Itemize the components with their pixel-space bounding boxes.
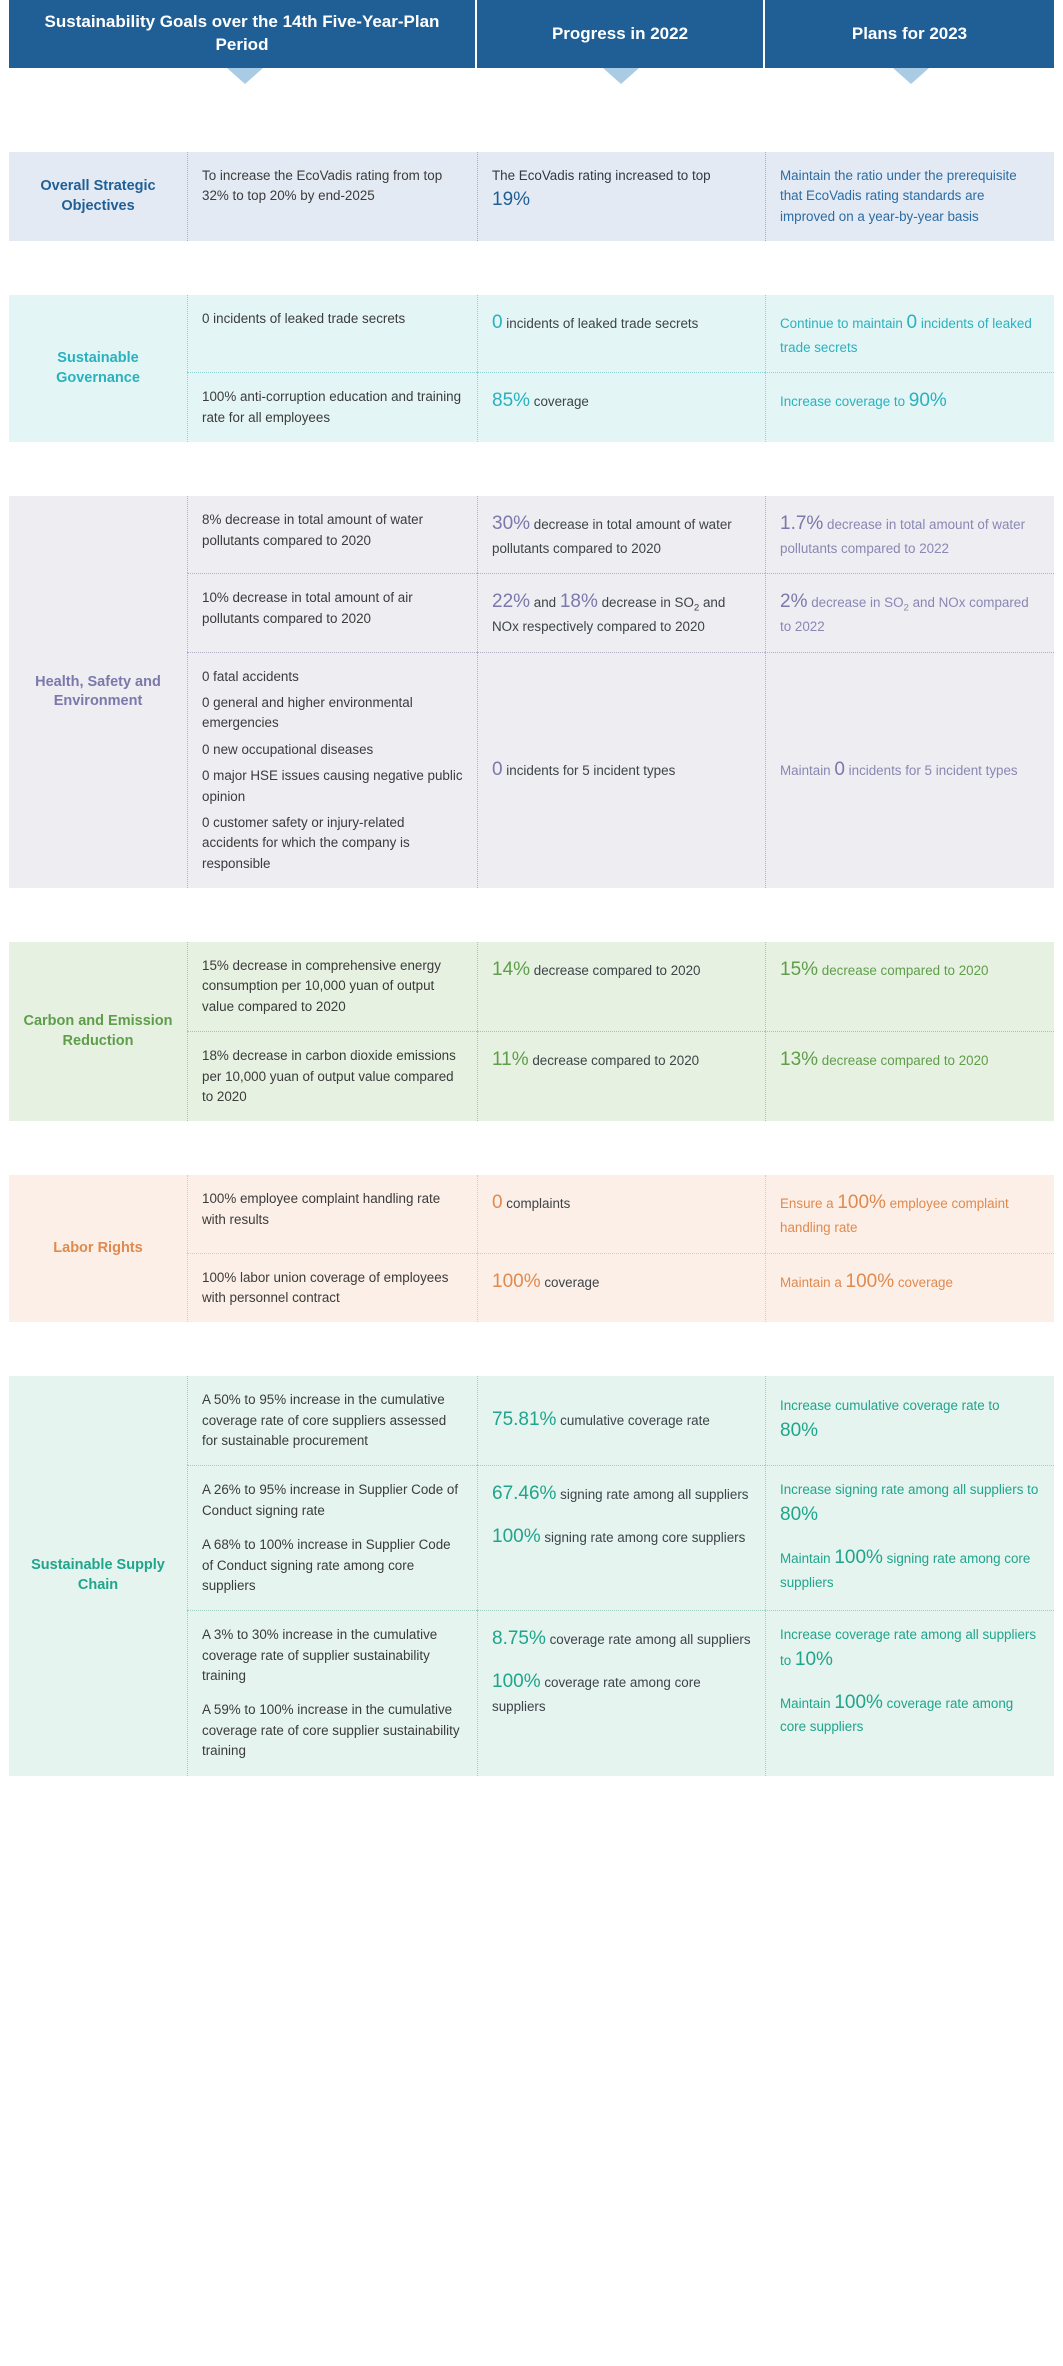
plan-text: decrease in $SO_2$ and NOx compared to 2022 [780,595,1029,635]
progress-text: signing rate among all suppliers [556,1487,749,1503]
plan-value: 100% [837,1192,886,1214]
section-labor-rights [9,1175,1054,1322]
progress-value: 14% [492,959,531,980]
plan-cell [765,372,1054,442]
plan-cell [765,652,1054,888]
plan-cell: Maintain the ratio under the prerequisite that EcoVadis rating standards are improved on a year-by-year basis [765,152,1054,241]
plan-text-post: coverage [894,1274,953,1290]
progress-value: 19% [492,189,531,211]
goal-cell [187,1610,477,1775]
progress-cell [477,942,765,1031]
plan-cell [765,1465,1054,1610]
progress-value: 8.75% [492,1628,546,1650]
plan-text-pre: Maintain [780,762,835,778]
progress-value: 0 [492,312,503,334]
progress-text: decrease compared to 2020 [528,1053,700,1069]
plan-cell [765,1253,1054,1323]
progress-cell [477,372,765,442]
progress-cell [477,1031,765,1121]
plan-text-pre: Increase coverage to [780,394,909,410]
chevron-down-icon [893,68,929,84]
section-overall-strategic-objectives [9,152,1054,241]
plan-value: 0 [906,312,918,334]
category-label: Sustainable Governance [56,350,140,386]
goal-line-secondary: A 59% to 100% increase in the cumulative coverage rate of core supplier sustainability training [202,1702,460,1759]
section-health-safety-environment [9,496,1054,888]
plan-value: 2% [780,591,808,613]
goal-cell [187,652,477,888]
progress-text: complaints [502,1196,571,1212]
plan-value: 13% [780,1049,819,1071]
plan-value: 1.7% [780,513,824,535]
section-gap [0,1322,1063,1376]
plan-cell [765,295,1054,372]
category-label: Labor Rights [53,1239,143,1256]
section-gap [0,98,1063,152]
plan-cell [765,1031,1054,1121]
section-gap [0,442,1063,496]
goal-line-secondary: A 68% to 100% increase in Supplier Code of Conduct signing rate among core suppliers [202,1537,451,1593]
progress-value: 75.81% [492,1409,557,1431]
table-row [187,372,1054,442]
progress-value-secondary: 100% [492,1526,541,1548]
progress-cell [477,496,765,573]
goal-cell: 10% decrease in total amount of air pollutants compared to 2020 [187,573,477,651]
progress-value-a: 22% [492,591,531,613]
table-row [187,1376,1054,1465]
plan-value: 80% [780,1503,819,1525]
plan-text-pre-secondary: Maintain [780,1695,835,1711]
progress-line [492,1625,751,1654]
plan-text-pre: Maintain a [780,1274,846,1290]
plan-cell [765,496,1054,573]
progress-text: decrease compared to 2020 [530,963,701,978]
table-row [187,942,1054,1031]
progress-text: decrease in $SO_2$ and NOx respectively compared to 2020 [492,595,726,635]
table-row [187,295,1054,372]
goal-cell: To increase the EcoVadis rating from top 32% to top 20% by end-2025 [187,152,477,241]
plan-text-post-secondary: coverage rate among core suppliers [780,1695,1014,1735]
progress-value: 85% [492,390,531,412]
progress-value: 0 [492,1192,503,1214]
progress-value: 11% [492,1049,529,1071]
progress-value-b: 18% [559,591,598,613]
chevron-down-icon [603,68,639,84]
goal-line: 0 new occupational diseases [202,741,374,757]
table-row [187,152,1054,241]
progress-cell [477,652,765,888]
progress-cell [477,573,765,651]
plan-text: decrease compared to 2020 [818,1053,989,1069]
category-label: Carbon and Emission Reduction [23,1013,173,1049]
plan-value: 0 [834,758,845,780]
goal-line: A 26% to 95% increase in Supplier Code of Conduct signing rate [202,1482,459,1518]
plan-cell [765,573,1054,651]
section-carbon-emission-reduction [9,942,1054,1121]
table-header [9,0,1054,68]
section-gap [0,241,1063,295]
progress-text: coverage [540,1274,600,1290]
header-progress: Progress in 2022 [477,0,765,68]
table-row [187,1175,1054,1252]
goal-cell: A 50% to 95% increase in the cumulative coverage rate of core suppliers assessed for sustainable procurement [187,1376,477,1465]
progress-value-secondary: 100% [492,1671,541,1693]
goal-cell: 100% employee complaint handling rate with results [187,1175,477,1252]
plan-value: 90% [908,390,947,412]
table-row [187,496,1054,573]
goal-cell: 8% decrease in total amount of water pollutants compared to 2020 [187,496,477,573]
progress-text: coverage rate among all suppliers [545,1632,751,1648]
plan-text-pre: Increase signing rate among all suppliers to [780,1482,1039,1498]
plan-text-pre-secondary: Maintain [780,1550,835,1566]
progress-value: 67.46% [492,1483,557,1505]
plan-cell [765,1610,1054,1775]
plan-text-post: incidents of leaked trade secrets [780,316,1032,355]
goal-line: 0 customer safety or injury-related accidents for which the company is responsible [202,814,410,871]
table-row [187,1031,1054,1121]
goal-cell: 0 incidents of leaked trade secrets [187,295,477,372]
plan-line-secondary [780,1544,1040,1593]
progress-value: 30% [492,513,531,535]
goal-cell: 18% decrease in carbon dioxide emissions per 10,000 yuan of output value compared to 2020 [187,1031,477,1121]
progress-text: incidents for 5 incident types [502,762,676,778]
goal-line: 0 general and higher environmental emergencies [202,695,413,731]
progress-text: incidents of leaked trade secrets [502,316,699,332]
category-label: Health, Safety and Environment [35,673,161,710]
section-sustainable-governance [9,295,1054,442]
progress-text-secondary: coverage rate among core suppliers [492,1675,701,1714]
plan-value: 15% [780,959,819,980]
plan-text: decrease compared to 2020 [818,963,989,978]
plan-cell [765,942,1054,1031]
progress-cell [477,1376,765,1465]
plan-text-post: incidents for 5 incident types [844,762,1018,778]
progress-cell [477,1610,765,1775]
goal-cell: 100% labor union coverage of employees with personnel contract [187,1253,477,1323]
plan-text-pre: Increase cumulative coverage rate to [780,1398,1000,1414]
plan-text-pre: Increase coverage rate among all suppliers to [780,1627,1037,1668]
progress-text: cumulative coverage rate [556,1413,710,1429]
progress-value: 0 [492,758,503,780]
section-sustainable-supply-chain [9,1376,1054,1775]
header-goals: Sustainability Goals over the 14th Five-Year-Plan Period [9,0,477,68]
plan-text-post: employee complaint handling rate [780,1196,1009,1236]
plan-value: 100% [845,1270,895,1292]
chevron-down-icon [227,68,263,84]
category-label: Overall Strategic Objectives [40,178,156,214]
arrow-row [9,68,1054,98]
category-label: Sustainable Supply Chain [31,1557,165,1593]
plan-text: decrease in total amount of water pollutants compared to 2022 [780,517,1026,556]
progress-value: 100% [492,1270,541,1292]
section-gap [0,888,1063,942]
plan-text-pre: Continue to maintain [780,316,907,332]
progress-text-secondary: signing rate among core suppliers [540,1530,746,1546]
plan-value: 10% [794,1648,833,1670]
progress-line-secondary [492,1668,751,1717]
goal-line: 0 fatal accidents [202,668,299,684]
table-row [187,1253,1054,1323]
progress-cell [477,1465,765,1610]
plan-line [780,1480,1040,1529]
goal-line: A 3% to 30% increase in the cumulative coverage rate of supplier sustainability training [202,1627,438,1683]
table-row [187,1465,1054,1610]
progress-text-mid: and [530,595,560,611]
plan-line [780,1625,1040,1674]
progress-cell [477,295,765,372]
progress-cell [477,1175,765,1252]
goal-cell: 15% decrease in comprehensive energy consumption per 10,000 yuan of output value compared to 2020 [187,942,477,1031]
progress-line-secondary [492,1523,751,1552]
progress-text: coverage [530,394,589,410]
plan-value-secondary: 100% [834,1691,883,1713]
table-row [187,1610,1054,1775]
goal-cell [187,1465,477,1610]
plan-value: 80% [780,1419,819,1441]
table-row [187,652,1054,888]
header-plans: Plans for 2023 [765,0,1054,68]
progress-cell [477,152,765,241]
progress-line [492,1480,751,1509]
progress-text: The EcoVadis rating increased to top [492,168,711,183]
table-row [187,573,1054,651]
plan-text-post-secondary: signing rate among core suppliers [780,1550,1031,1590]
section-gap [0,1121,1063,1175]
plan-cell [765,1376,1054,1465]
goal-cell: 100% anti-corruption education and training rate for all employees [187,372,477,442]
plan-value-secondary: 100% [834,1546,883,1568]
goal-line: 0 major HSE issues causing negative public opinion [202,768,463,804]
progress-text: decrease in total amount of water pollutants compared to 2020 [492,517,732,556]
progress-cell [477,1253,765,1323]
plan-text-pre: Ensure a [780,1196,838,1212]
plan-cell [765,1175,1054,1252]
plan-line-secondary [780,1689,1040,1738]
